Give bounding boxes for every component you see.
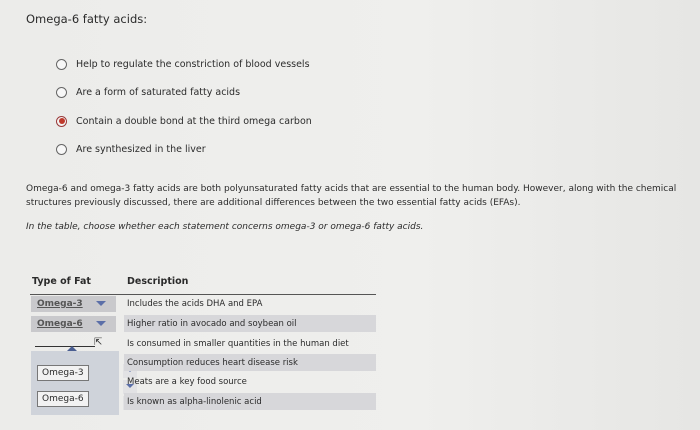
option-label: Are a form of saturated fatty acids	[76, 87, 241, 99]
radio-button-icon[interactable]	[56, 144, 67, 155]
header-description: Description	[127, 276, 189, 287]
chip-omega-3[interactable]: Omega-3	[37, 365, 89, 381]
header-type-of-fat: Type of Fat	[32, 276, 91, 287]
option-label: Help to regulate the constriction of blood vessels	[76, 58, 310, 70]
chevron-down-icon[interactable]	[96, 321, 106, 326]
description-row: Higher ratio in avocado and soybean oil	[124, 315, 376, 332]
chevron-down-icon[interactable]	[96, 301, 106, 306]
option-label: Contain a double bond at the third omega carbon	[76, 115, 312, 127]
answer-options	[56, 50, 312, 164]
description-row: Meats are a key food source	[127, 376, 247, 387]
option-1[interactable]	[56, 50, 312, 79]
paragraph-line: Omega-6 and omega-3 fatty acids are both polyunsaturated fatty acids that are essential to the human body. However, along with the chemical	[26, 184, 677, 194]
chip-omega-6[interactable]: Omega-6	[37, 391, 89, 407]
dropdown-value: Omega-3	[37, 299, 83, 309]
description-row: Includes the acids DHA and EPA	[127, 298, 263, 309]
option-4[interactable]	[56, 136, 312, 165]
empty-answer-line	[35, 346, 95, 347]
radio-button-icon[interactable]	[56, 87, 67, 98]
question-title: Omega-6 fatty acids:	[26, 12, 148, 26]
option-label: Are synthesized in the liver	[76, 144, 206, 156]
radio-button-icon[interactable]	[56, 59, 67, 70]
paragraph-line: structures previously discussed, there are additional differences between the two essential fatty acids (EFAs).	[26, 198, 521, 208]
description-row: Is known as alpha-linolenic acid	[124, 393, 376, 410]
option-2[interactable]	[56, 79, 312, 108]
answer-dropdown-row-1[interactable]	[31, 296, 116, 312]
dropdown-value: Omega-6	[37, 319, 83, 329]
radio-selected-icon[interactable]	[56, 116, 67, 127]
option-3[interactable]	[56, 107, 312, 136]
description-row: Is consumed in smaller quantities in the human diet	[127, 338, 349, 349]
answer-dropdown-row-2[interactable]	[31, 316, 116, 332]
answer-chip-pool	[31, 351, 119, 415]
explanation-paragraph	[26, 182, 692, 210]
drag-cursor-icon: ⇱	[94, 337, 103, 348]
table-instruction: In the table, choose whether each statement concerns omega-3 or omega-6 fatty acids.	[26, 222, 424, 232]
caret-up-icon	[67, 346, 77, 351]
description-row: Consumption reduces heart disease risk	[124, 354, 376, 371]
